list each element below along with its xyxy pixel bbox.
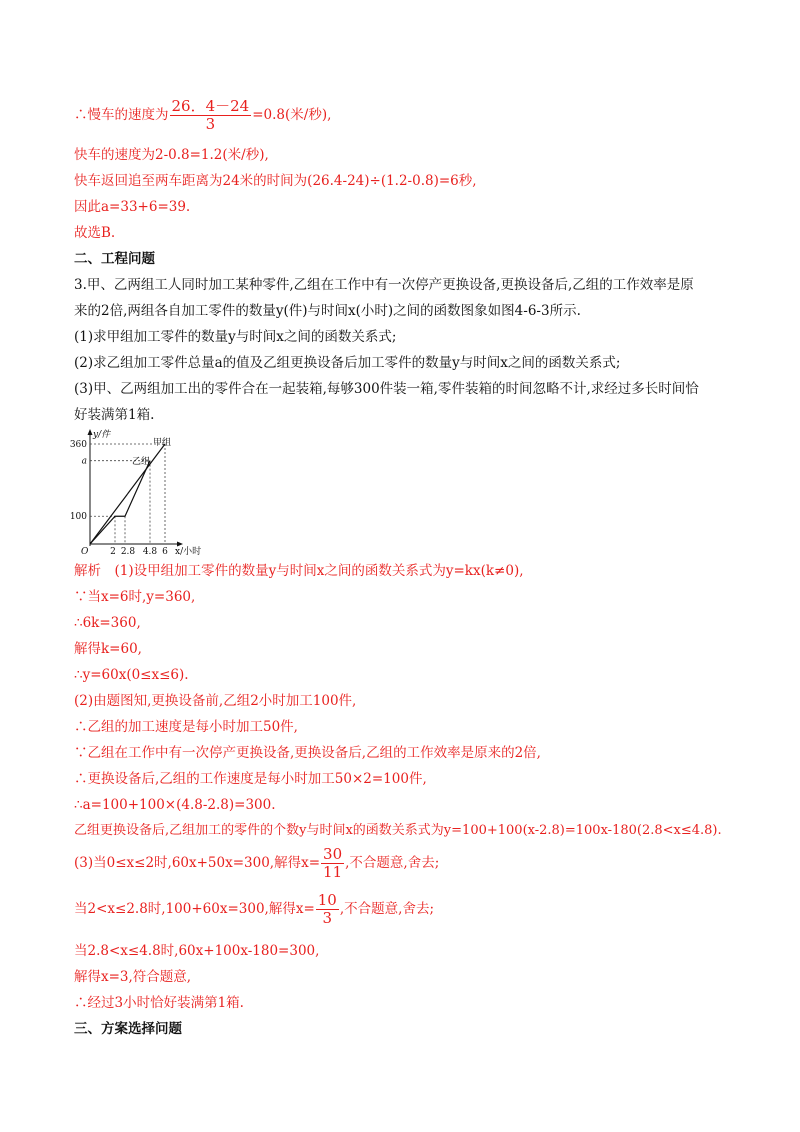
x-tick-label: 4.8	[142, 547, 158, 557]
tick-labels	[70, 440, 168, 557]
question-3-part-2: (2)求乙组加工零件总量a的值及乙组更换设备后加工零件的数量y与时间x之间的函数关系式;	[74, 355, 621, 371]
y-tick-label: a	[81, 456, 87, 467]
solution-line-8: ∵乙组在工作中有一次停产更换设备,更换设备后,乙组的工作效率是原来的2倍,	[74, 745, 541, 761]
x-tick-label: 6	[162, 547, 168, 557]
y-tick-label: 100	[69, 512, 87, 523]
fast-speed-line: 快车的速度为2-0.8=1.2(米/秒),	[74, 147, 269, 163]
x-axis-label: x/小时	[175, 547, 202, 557]
solution-12-fraction	[321, 846, 344, 881]
solution-line-11: 乙组更换设备后,乙组加工的零件的个数y与时间x的函数关系式为y=100+100(x-2.8)=100x-180(2.8<x≤4.8).	[74, 823, 722, 838]
solution-line-1: 解析 (1)设甲组加工零件的数量y与时间x之间的函数关系式为y=kx(k≠0),	[74, 563, 524, 579]
solution-line-6: (2)由题图知,更换设备前,乙组2小时加工100件,	[74, 693, 357, 709]
solution-line-4: 解得k=60,	[74, 641, 142, 657]
solution-13-fraction	[316, 892, 339, 927]
slow-speed-line	[74, 98, 331, 133]
solution-12-suffix: ,不合题意,舍去;	[345, 855, 440, 871]
fraction-numerator: 10	[317, 891, 337, 909]
solution-line-14: 当2.8<x≤4.8时,60x+100x-180=300,	[74, 943, 320, 959]
solution-13-suffix: ,不合题意,舍去;	[339, 901, 434, 917]
x-tick-label: 2.8	[120, 547, 136, 557]
fraction-numerator: 30	[323, 845, 343, 863]
solution-line-2: ∵当x=6时,y=360,	[74, 589, 196, 605]
section-heading-engineering: 二、工程问题	[74, 251, 155, 267]
slow-speed-prefix: ∴慢车的速度为	[74, 107, 169, 123]
fraction-numerator: 26．4－24	[171, 97, 250, 115]
question-3-part-1: (1)求甲组加工零件的数量y与时间x之间的函数关系式;	[74, 329, 397, 345]
solution-line-16: ∴经过3小时恰好装满第1箱.	[74, 995, 244, 1011]
solution-12-prefix: (3)当0≤x≤2时,60x+50x=300,解得x=	[74, 855, 321, 871]
therefore-a-line: 因此a=33+6=39.	[74, 199, 191, 215]
fraction-denominator: 3	[205, 115, 216, 133]
question-3-line-1: 3.甲、乙两组工人同时加工某种零件,乙组在工作中有一次停产更换设备,更换设备后,乙组的工作效率是原	[74, 277, 694, 293]
origin-label: O	[81, 547, 89, 557]
question-3-part-3b: 好装满第1箱.	[74, 407, 155, 423]
solution-line-15: 解得x=3,符合题意,	[74, 969, 192, 985]
fraction-denominator: 11	[323, 863, 343, 881]
fraction-denominator: 3	[322, 909, 333, 927]
y-tick-label: 360	[69, 440, 87, 450]
x-axis-arrow	[177, 542, 183, 547]
solution-line-13	[74, 892, 434, 927]
solution-line-10: ∴a=100+100×(4.8-2.8)=300.	[74, 797, 276, 813]
section-heading-plan-selection: 三、方案选择问题	[74, 1021, 182, 1037]
solution-line-5: ∴y=60x(0≤x≤6).	[74, 667, 189, 683]
x-tick-label: 2	[110, 547, 116, 557]
solution-line-9: ∴更换设备后,乙组的工作速度是每小时加工50×2=100件,	[74, 771, 427, 787]
choose-line: 故选B.	[74, 225, 116, 241]
y-axis-arrow	[88, 429, 93, 435]
jia-group-line	[90, 444, 165, 544]
question-3-part-3a: (3)甲、乙两组加工出的零件合在一起装箱,每够300件装一箱,零件装箱的时间忽略不计,求经过多长时间恰	[74, 381, 699, 397]
question-3-line-2: 来的2倍,两组各自加工零件的数量y(件)与时间x(小时)之间的函数图象如图4-6-3所示.	[74, 303, 581, 319]
yi-group-label: 乙组	[132, 457, 151, 467]
slow-speed-suffix: =0.8(米/秒),	[252, 107, 332, 123]
jia-group-label: 甲组	[153, 438, 172, 448]
solution-line-12	[74, 846, 439, 881]
y-axis-label: y/件	[93, 430, 111, 440]
solution-line-7: ∴乙组的加工速度是每小时加工50件,	[74, 719, 298, 735]
solution-13-prefix: 当2<x≤2.8时,100+60x=300,解得x=	[74, 901, 315, 917]
slow-speed-fraction	[170, 98, 252, 133]
solution-line-3: ∴6k=360,	[74, 615, 141, 631]
return-time-line: 快车返回追至两车距离为24米的时间为(26.4-24)÷(1.2-0.8)=6秒,	[74, 173, 477, 189]
function-graph	[60, 428, 220, 558]
